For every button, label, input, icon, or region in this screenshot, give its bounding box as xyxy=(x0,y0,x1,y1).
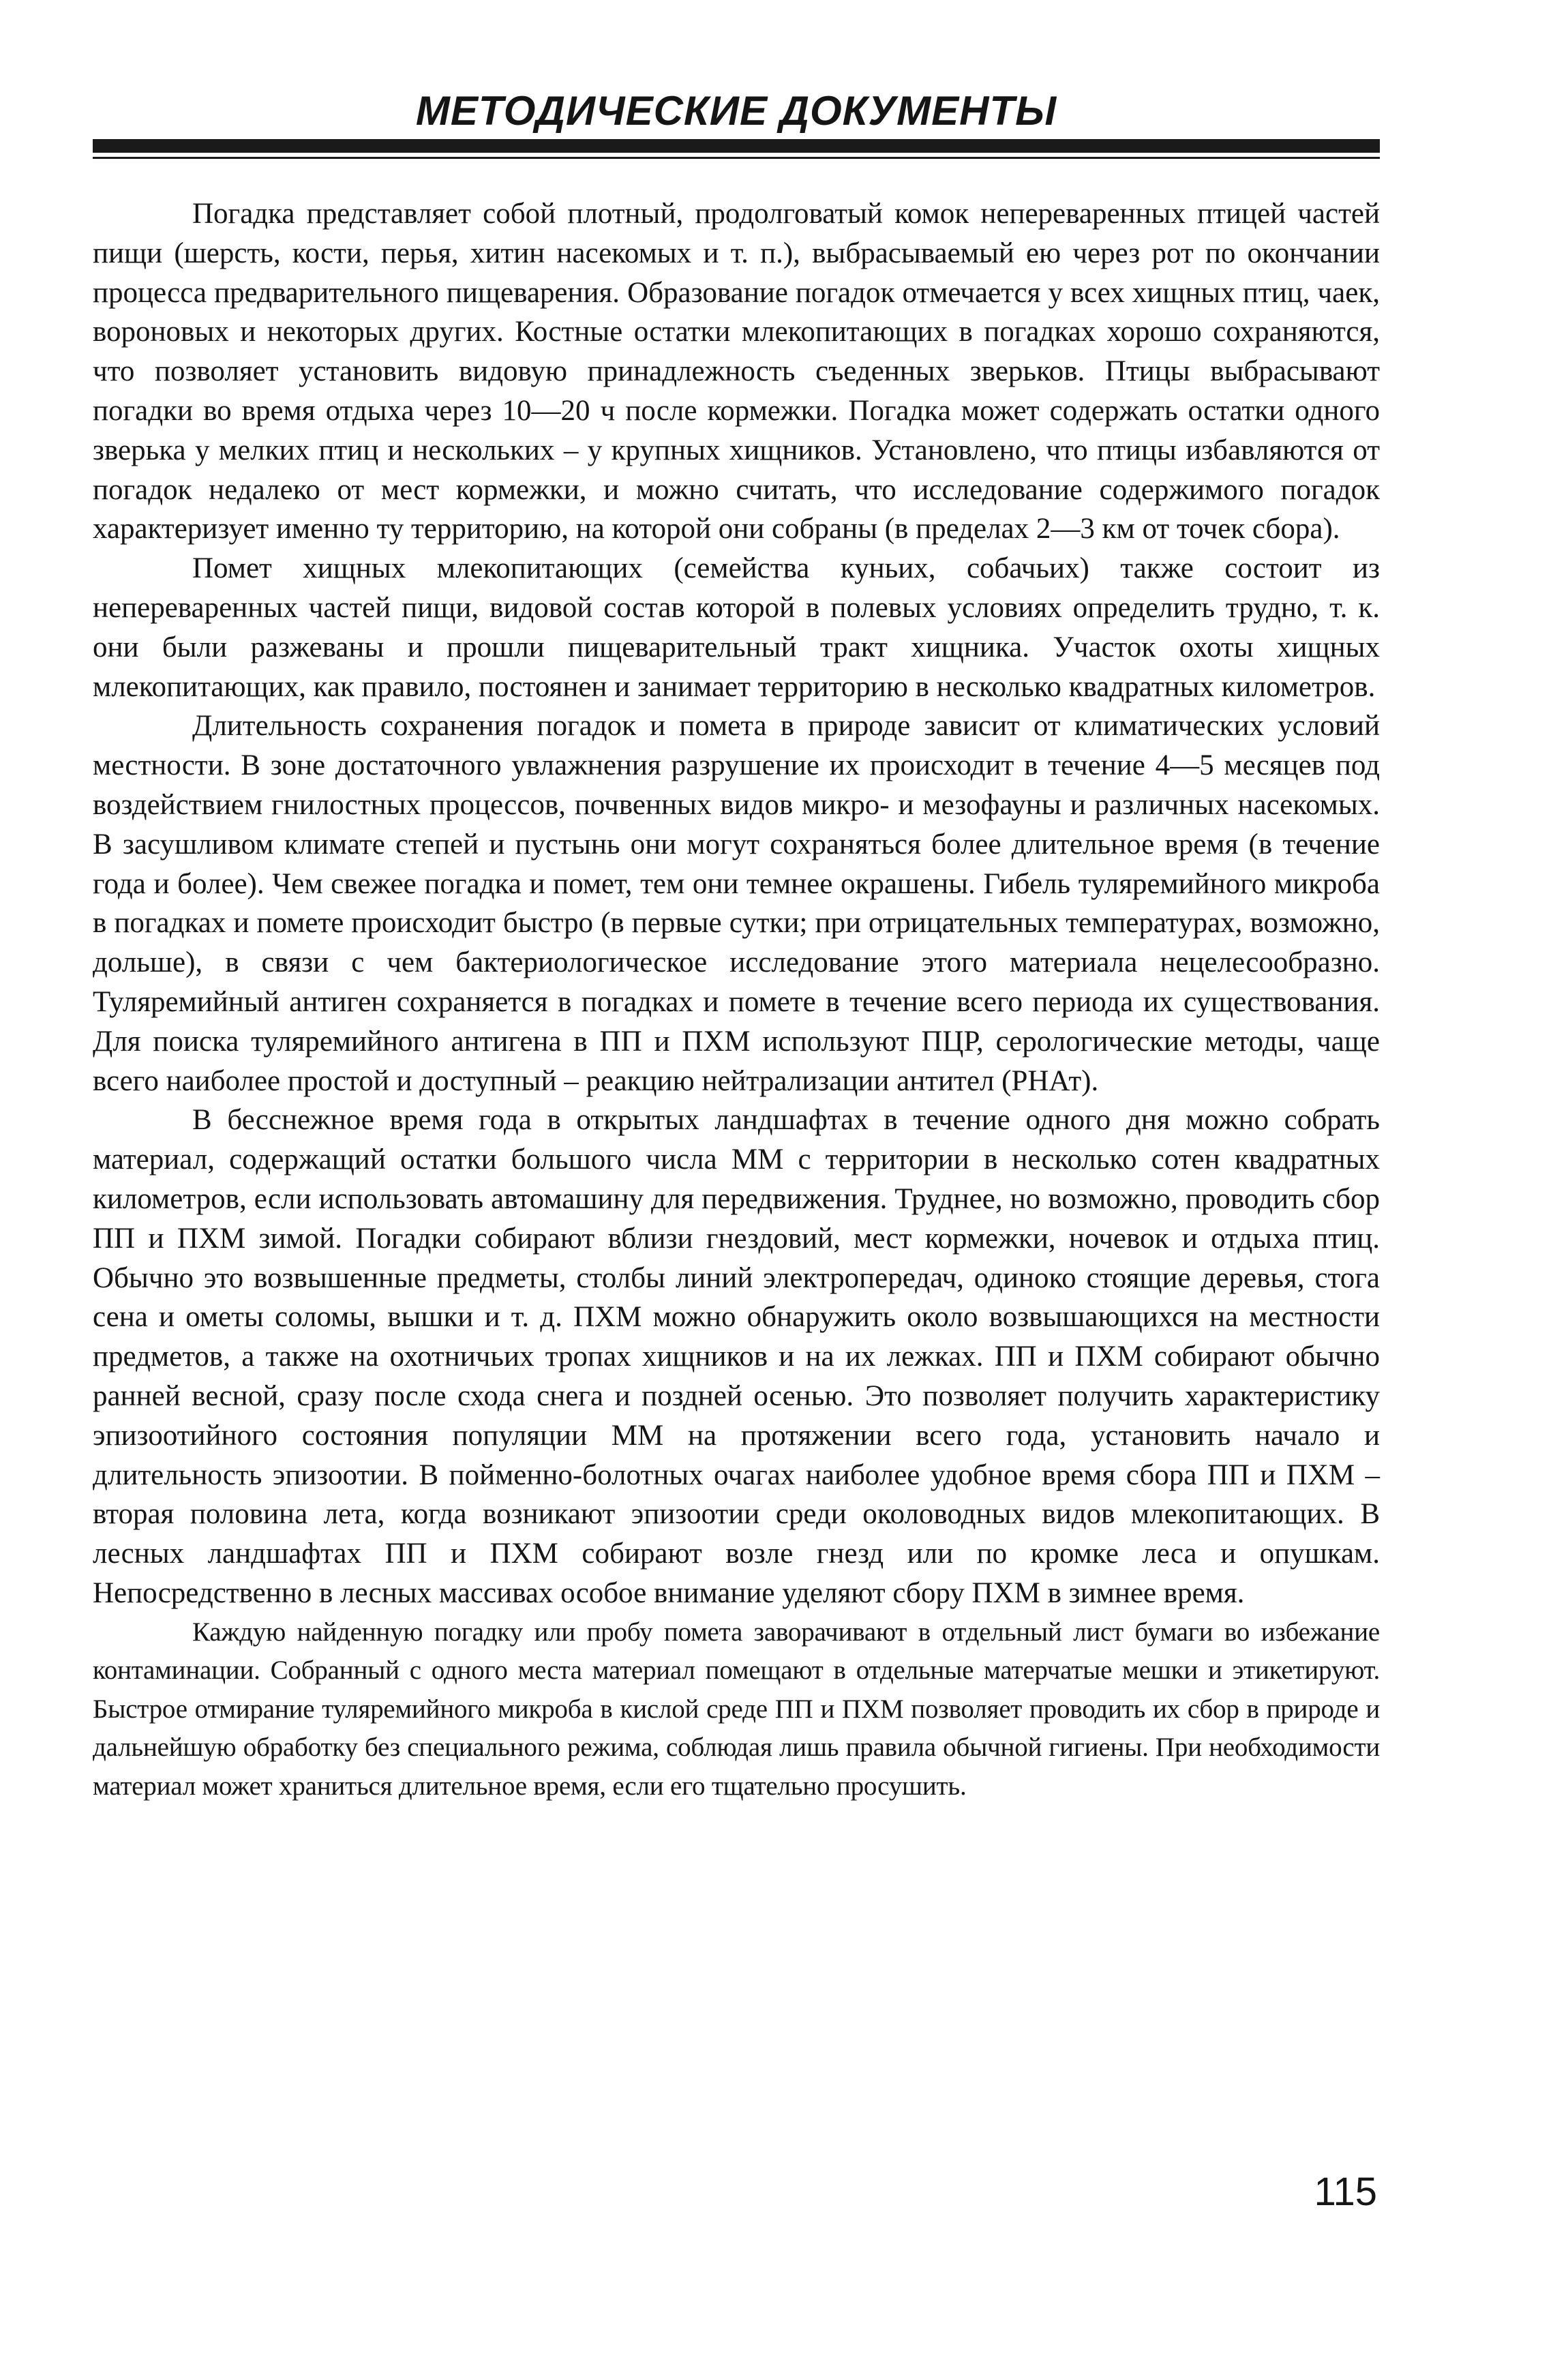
paragraph-predator-droppings: Помет хищных млекопитающих (семейства куньих, собачьих) также состоит из непереваренных частей пищи, видовой состав которой в полевых условиях определить трудно, т. к. они были разжеваны и прошли пищеварительный тракт хищника. Участок охоты хищных млекопитающих, как правило, постоянен и занимает территорию в несколько квадратных километров. xyxy=(93,552,1380,703)
header-rule-thick xyxy=(93,139,1380,153)
paragraph-preservation-duration: Длительность сохранения погадок и помета в природе зависит от климатических условий местности. В зоне достаточного увлажнения разрушение их происходит в течение 4—5 месяцев под воздействием гнилостных процессов, почвенных видов микро- и мезофауны и различных насекомых. В засушливом климате степей и пустынь они могут сохраняться более длительное время (в течение года и более). Чем свежее погадка и помет, тем они темнее окрашены. Гибель туляремийного микроба в погадках и помете происходит быстро (в первые сутки; при отрицательных температурах, возможно, дольше), в связи с чем бактериологическое исследование этого материала нецелесообразно. Туляремийный антиген сохраняется в погадках и помете в течение всего периода их существования. Для поиска туляремийного антигена в ПП и ПХМ используют ПЦР, серологические методы, чаще всего наиболее простой и доступный – реакцию нейтрализации антител (РНАт). xyxy=(93,710,1380,1097)
paragraph-pellet-definition: Погадка представляет собой плотный, продолговатый комок непереваренных птицей частей пищи (шерсть, кости, перья, хитин насекомых и т. п.), выбрасываемый ею через рот по окончании процесса предварительного пищеварения. Образование погадок отмечается у всех хищных птиц, чаек, вороновых и некоторых других. Костные остатки млекопитающих в погадках хорошо сохраняются, что позволяет установить видовую принадлежность съеденных зверьков. Птицы выбрасывают погадки во время отдыха через 10—20 ч после кормежки. Погадка может содержать остатки одного зверька у мелких птиц и нескольких – у крупных хищников. Установлено, что птицы избавляются от погадок недалеко от мест кормежки, и можно считать, что исследование содержимого погадок характеризует именно ту территорию, на которой они собраны (в пределах 2—3 км от точек сбора). xyxy=(93,198,1380,545)
page-number: 115 xyxy=(1314,2170,1377,2214)
paragraph-collection-season: В бесснежное время года в открытых ландшафтах в течение одного дня можно собрать материал, содержащий остатки большого числа ММ с территории в несколько сотен квадратных километров, если использовать автомашину для передвижения. Труднее, но возможно, проводить сбор ПП и ПХМ зимой. Погадки собирают вблизи гнездовий, мест кормежки, ночевок и отдыха птиц. Обычно это возвышенные предметы, столбы линий электропередач, одиноко стоящие деревья, стога сена и ометы соломы, вышки и т. д. ПХМ можно обнаружить около возвышающихся на местности предметов, а также на охотничьих тропах хищников и на их лежках. ПП и ПХМ собирают обычно ранней весной, сразу после схода снега и поздней осенью. Это позволяет получить характеристику эпизоотийного состояния популяции ММ на протяжении всего года, установить начало и длительность эпизоотии. В пойменно-болотных очагах наиболее удобное время сбора ПП и ПХМ – вторая половина лета, когда возникают эпизоотии среди околоводных видов млекопитающих. В лесных ландшафтах ПП и ПХМ собирают возле гнезд или по кромке леса и опушкам. Непосредственно в лесных массивах особое внимание уделяют сбору ПХМ в зимнее время. xyxy=(93,1104,1380,1609)
header-rule-thin xyxy=(93,157,1380,159)
page-header-title: МЕТОДИЧЕСКИЕ ДОКУМЕНТЫ xyxy=(415,88,1057,134)
paragraph-packaging: Каждую найденную погадку или пробу помета заворачивают в отдельный лист бумаги во избежание контаминации. Собранный с одного места материал помещают в отдельные матерчатые мешки и этикетируют. Быстрое отмирание туляремийного микроба в кислой среде ПП и ПХМ позволяет проводить их сбор в природе и дальнейшую обработку без специального режима, соблюдая лишь правила обычной гигиены. При необходимости материал может храниться длительное время, если его тщательно просушить. xyxy=(93,1617,1380,1801)
body-text xyxy=(93,194,1380,1806)
